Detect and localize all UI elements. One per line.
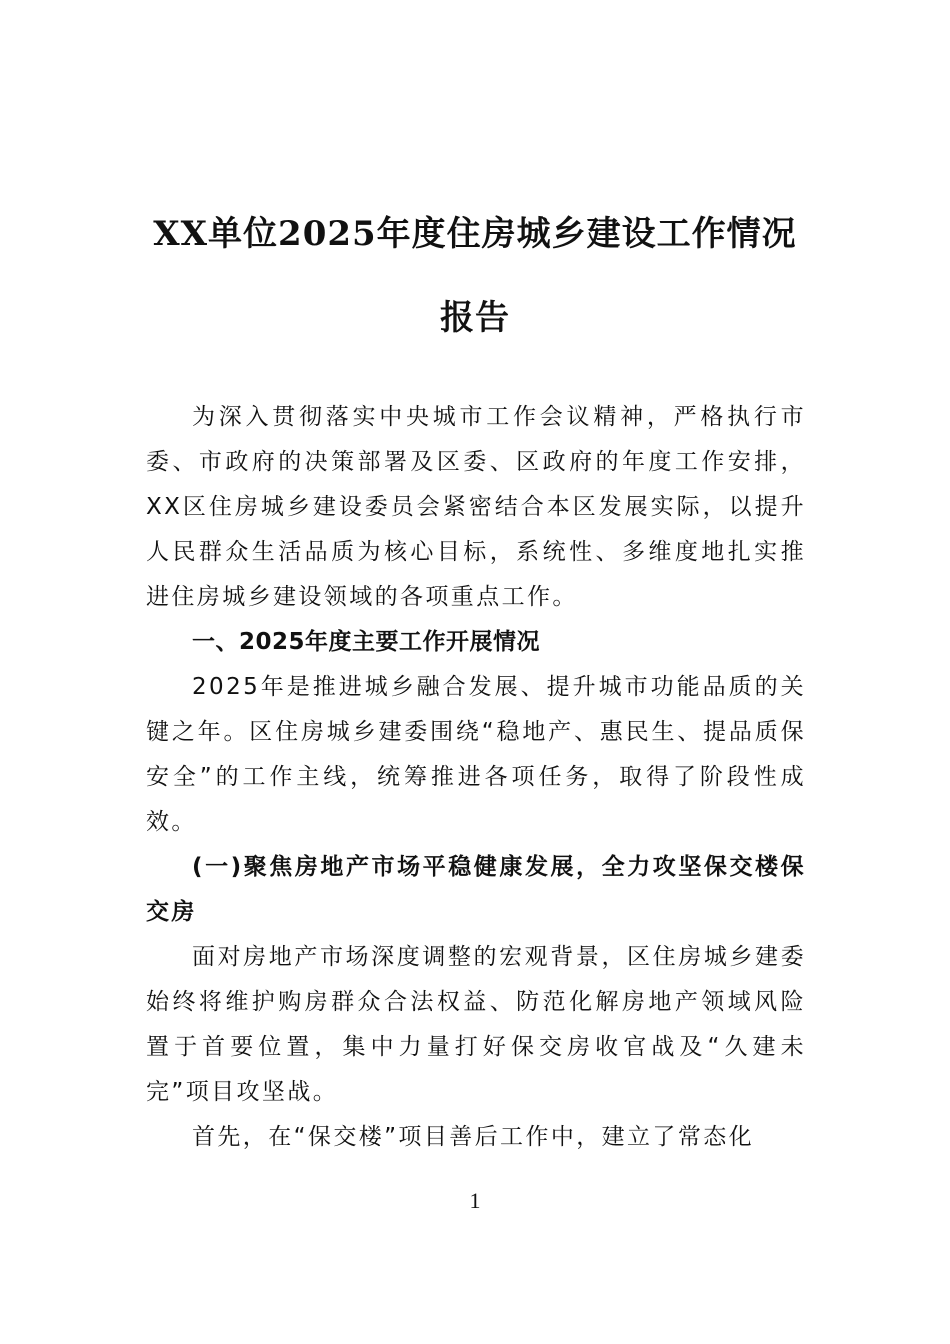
intro-paragraph: 为深入贯彻落实中央城市工作会议精神，严格执行市委、市政府的决策部署及区委、区政府的年度工作安排，XX区住房城乡建设委员会紧密结合本区发展实际，以提升人民群众生活品质为核心目标，系统性、多维度地扎实推进住房城乡建设领域的各项重点工作。 bbox=[146, 404, 806, 610]
subsection-1-paragraph: 面对房地产市场深度调整的宏观背景，区住房城乡建委始终将维护购房群众合法权益、防范化解房地产领域风险置于首要位置，集中力量打好保交房收官战及“久建未完”项目攻坚战。 bbox=[146, 944, 806, 1105]
page-number: 1 bbox=[469, 1188, 481, 1213]
title-line-1: XX单位2025年度住房城乡建设工作情况 bbox=[153, 214, 797, 254]
section-1-paragraph: 2025年是推进城乡融合发展、提升城市功能品质的关键之年。区住房城乡建委围绕“稳地产、惠民生、提品质保安全”的工作主线，统筹推进各项任务，取得了阶段性成效。 bbox=[146, 674, 806, 835]
document-body bbox=[146, 395, 806, 1160]
section-heading-1: 一、2025年度主要工作开展情况 bbox=[192, 629, 541, 655]
title-line-2: 报告 bbox=[440, 298, 510, 338]
subsection-heading-1: (一)聚焦房地产市场平稳健康发展，全力攻坚保交楼保交房 bbox=[146, 854, 806, 925]
subsection-1-paragraph-2: 首先，在“保交楼”项目善后工作中，建立了常态化 bbox=[192, 1124, 755, 1150]
document-title bbox=[100, 192, 850, 360]
